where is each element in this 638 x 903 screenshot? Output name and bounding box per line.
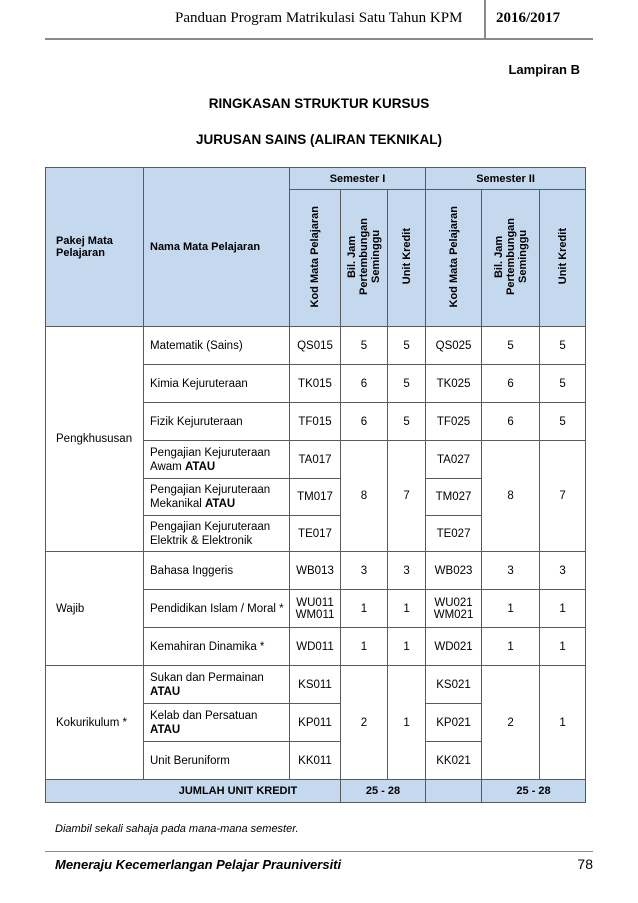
- subject-code: KK011: [290, 742, 341, 780]
- hours-value: 5: [341, 327, 388, 365]
- credit-value: 1: [388, 590, 426, 628]
- subject-code: WD021: [426, 628, 482, 666]
- table-row: [46, 327, 586, 365]
- credit-value: 5: [540, 365, 586, 403]
- credit-value: 1: [540, 666, 586, 780]
- credit-value: 1: [540, 590, 586, 628]
- subject-name: Bahasa Inggeris: [144, 552, 290, 590]
- hours-value: 1: [341, 628, 388, 666]
- subject-name: Pengajian Kejuruteraan Awam ATAU: [144, 441, 290, 479]
- header-pakej: Pakej Mata Pelajaran: [46, 168, 144, 327]
- subject-code: TF015: [290, 403, 341, 441]
- subject-code: KS011: [290, 666, 341, 704]
- hours-value: 3: [482, 552, 540, 590]
- credit-value: 7: [540, 441, 586, 552]
- subject-code: WU021 WM021: [426, 590, 482, 628]
- credit-value: 1: [388, 666, 426, 780]
- credit-value: 5: [388, 365, 426, 403]
- credit-value: 5: [388, 327, 426, 365]
- hours-value: 5: [482, 327, 540, 365]
- hours-value: 6: [482, 365, 540, 403]
- header-kod-2: Kod Mata Pelajaran: [426, 190, 482, 327]
- page-number: 78: [577, 856, 593, 872]
- footer-text: Meneraju Kecemerlangan Pelajar Prauniversiti: [55, 857, 342, 872]
- credit-value: 5: [540, 403, 586, 441]
- subject-name: Kimia Kejuruteraan: [144, 365, 290, 403]
- header-kredit-2: Unit Kredit: [540, 190, 586, 327]
- subject-code: KS021: [426, 666, 482, 704]
- header-jam-2: Bil. Jam Pertembungan Seminggu: [482, 190, 540, 327]
- subject-code: TE027: [426, 516, 482, 552]
- subject-code: WB013: [290, 552, 341, 590]
- hours-value: 6: [341, 365, 388, 403]
- subject-code: WU011 WM011: [290, 590, 341, 628]
- subject-name: Pengajian Kejuruteraan Mekanikal ATAU: [144, 479, 290, 516]
- hours-value: 6: [482, 403, 540, 441]
- credit-value: 5: [388, 403, 426, 441]
- running-header-title: Panduan Program Matrikulasi Satu Tahun KPM: [175, 10, 463, 26]
- subject-name: Pendidikan Islam / Moral *: [144, 590, 290, 628]
- subject-name: Matematik (Sains): [144, 327, 290, 365]
- credit-value: 1: [540, 628, 586, 666]
- hours-value: 3: [341, 552, 388, 590]
- group-wajib: Wajib: [46, 552, 144, 666]
- subject-code: KK021: [426, 742, 482, 780]
- table-row: [46, 666, 586, 704]
- header-rule: [45, 38, 593, 40]
- subject-name: Unit Beruniform: [144, 742, 290, 780]
- header-nama: Nama Mata Pelajaran: [144, 168, 290, 327]
- course-structure-table: [45, 167, 586, 803]
- header-semester-2: Semester II: [426, 168, 586, 190]
- hours-value: 1: [341, 590, 388, 628]
- total-row: [46, 780, 586, 803]
- running-header-year: 2016/2017: [496, 10, 561, 26]
- subject-code: TA017: [290, 441, 341, 479]
- page-title: RINGKASAN STRUKTUR KURSUS: [208, 96, 430, 111]
- subject-code: TE017: [290, 516, 341, 552]
- subject-name: Pengajian Kejuruteraan Elektrik & Elektronik: [144, 516, 290, 552]
- hours-value: 2: [341, 666, 388, 780]
- subject-code: TM027: [426, 479, 482, 516]
- subject-code: KP021: [426, 704, 482, 742]
- hours-value: 8: [341, 441, 388, 552]
- appendix-label: Lampiran B: [508, 62, 580, 77]
- header-semester-1: Semester I: [290, 168, 426, 190]
- group-pengkhususan: Pengkhususan: [46, 327, 144, 552]
- subject-code: TA027: [426, 441, 482, 479]
- group-kokurikulum: Kokurikulum *: [46, 666, 144, 780]
- header-jam-1: Bil. Jam Pertembungan Seminggu: [341, 190, 388, 327]
- total-semester-2: 25 - 28: [482, 780, 586, 803]
- header-kod-1: Kod Mata Pelajaran: [290, 190, 341, 327]
- page-subtitle: JURUSAN SAINS (ALIRAN TEKNIKAL): [196, 132, 442, 147]
- credit-value: 1: [388, 628, 426, 666]
- header-divider: [484, 0, 486, 39]
- hours-value: 8: [482, 441, 540, 552]
- subject-code: TK015: [290, 365, 341, 403]
- subject-name: Fizik Kejuruteraan: [144, 403, 290, 441]
- hours-value: 2: [482, 666, 540, 780]
- subject-code: WD011: [290, 628, 341, 666]
- footer-rule: [45, 851, 593, 852]
- header-kredit-1: Unit Kredit: [388, 190, 426, 327]
- total-empty-cell: [426, 780, 482, 803]
- subject-code: TK025: [426, 365, 482, 403]
- credit-value: 7: [388, 441, 426, 552]
- credit-value: 3: [540, 552, 586, 590]
- hours-value: 1: [482, 590, 540, 628]
- subject-name: Kelab dan Persatuan ATAU: [144, 704, 290, 742]
- subject-code: QS015: [290, 327, 341, 365]
- total-label: JUMLAH UNIT KREDIT: [46, 780, 341, 803]
- subject-code: WB023: [426, 552, 482, 590]
- credit-value: 5: [540, 327, 586, 365]
- credit-value: 3: [388, 552, 426, 590]
- table-row: [46, 552, 586, 590]
- subject-code: TF025: [426, 403, 482, 441]
- subject-code: QS025: [426, 327, 482, 365]
- total-semester-1: 25 - 28: [341, 780, 426, 803]
- hours-value: 6: [341, 403, 388, 441]
- subject-code: TM017: [290, 479, 341, 516]
- footnote: Diambil sekali sahaja pada mana-mana semester.: [55, 823, 299, 835]
- subject-name: Sukan dan Permainan ATAU: [144, 666, 290, 704]
- hours-value: 1: [482, 628, 540, 666]
- subject-code: KP011: [290, 704, 341, 742]
- subject-name: Kemahiran Dinamika *: [144, 628, 290, 666]
